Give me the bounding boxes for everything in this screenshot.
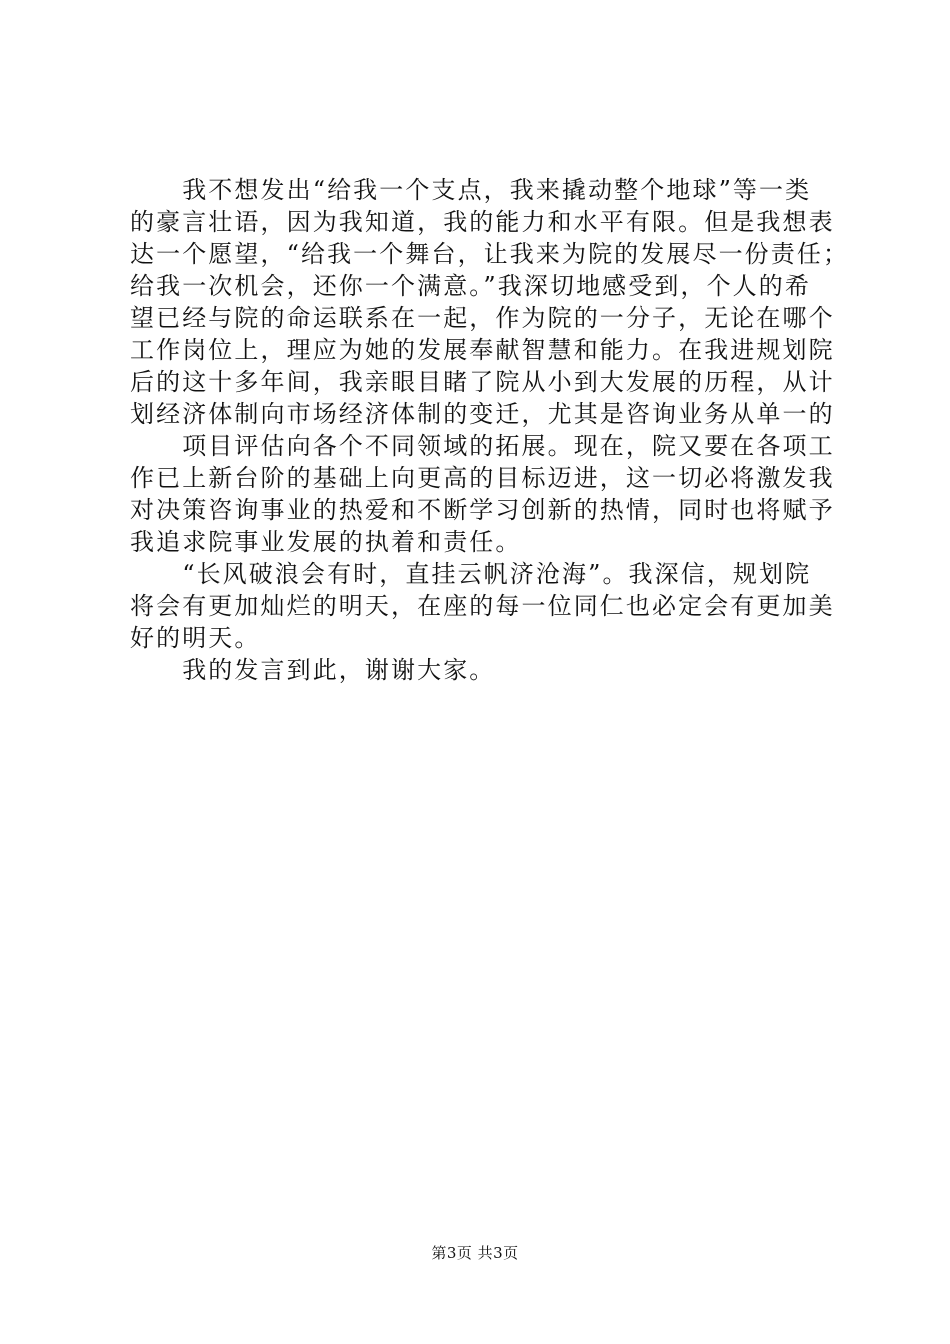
text-line: 达一个愿望，“给我一个舞台，让我来为院的发展尽一份责任；: [130, 240, 850, 268]
text-line: 我的发言到此，谢谢大家。: [130, 656, 496, 684]
text-line: 的豪言壮语，因为我知道，我的能力和水平有限。但是我想表: [130, 208, 835, 236]
text-line: 划经济体制向市场经济体制的变迁，尤其是咨询业务从单一的: [130, 400, 835, 428]
text-line: 我追求院事业发展的执着和责任。: [130, 528, 522, 556]
text-line: 工作岗位上，理应为她的发展奉献智慧和能力。在我进规划院: [130, 336, 835, 364]
text-line: 将会有更加灿烂的明天，在座的每一位同仁也必定会有更加美: [130, 592, 835, 620]
page-footer: [0, 1243, 950, 1263]
text-line: 好的明天。: [130, 624, 261, 652]
text-line: 我不想发出“给我一个支点，我来撬动整个地球”等一类: [130, 176, 812, 204]
text-line: “长风破浪会有时，直挂云帆济沧海”。我深信，规划院: [130, 560, 812, 588]
text-line: 后的这十多年间，我亲眼目睹了院从小到大发展的历程，从计: [130, 368, 835, 396]
text-line: 给我一次机会，还你一个满意。”我深切地感受到，个人的希: [130, 272, 811, 300]
text-line: 项目评估向各个不同领域的拓展。现在，院又要在各项工: [130, 432, 835, 460]
text-line: 作已上新台阶的基础上向更高的目标迈进，这一切必将激发我: [130, 464, 835, 492]
text-line: 对决策咨询事业的热爱和不断学习创新的热情，同时也将赋予: [130, 496, 835, 524]
text-line: 望已经与院的命运联系在一起，作为院的一分子，无论在哪个: [130, 304, 835, 332]
speech-body: [130, 174, 850, 686]
page-number: 第3页 共3页: [431, 1244, 519, 1262]
